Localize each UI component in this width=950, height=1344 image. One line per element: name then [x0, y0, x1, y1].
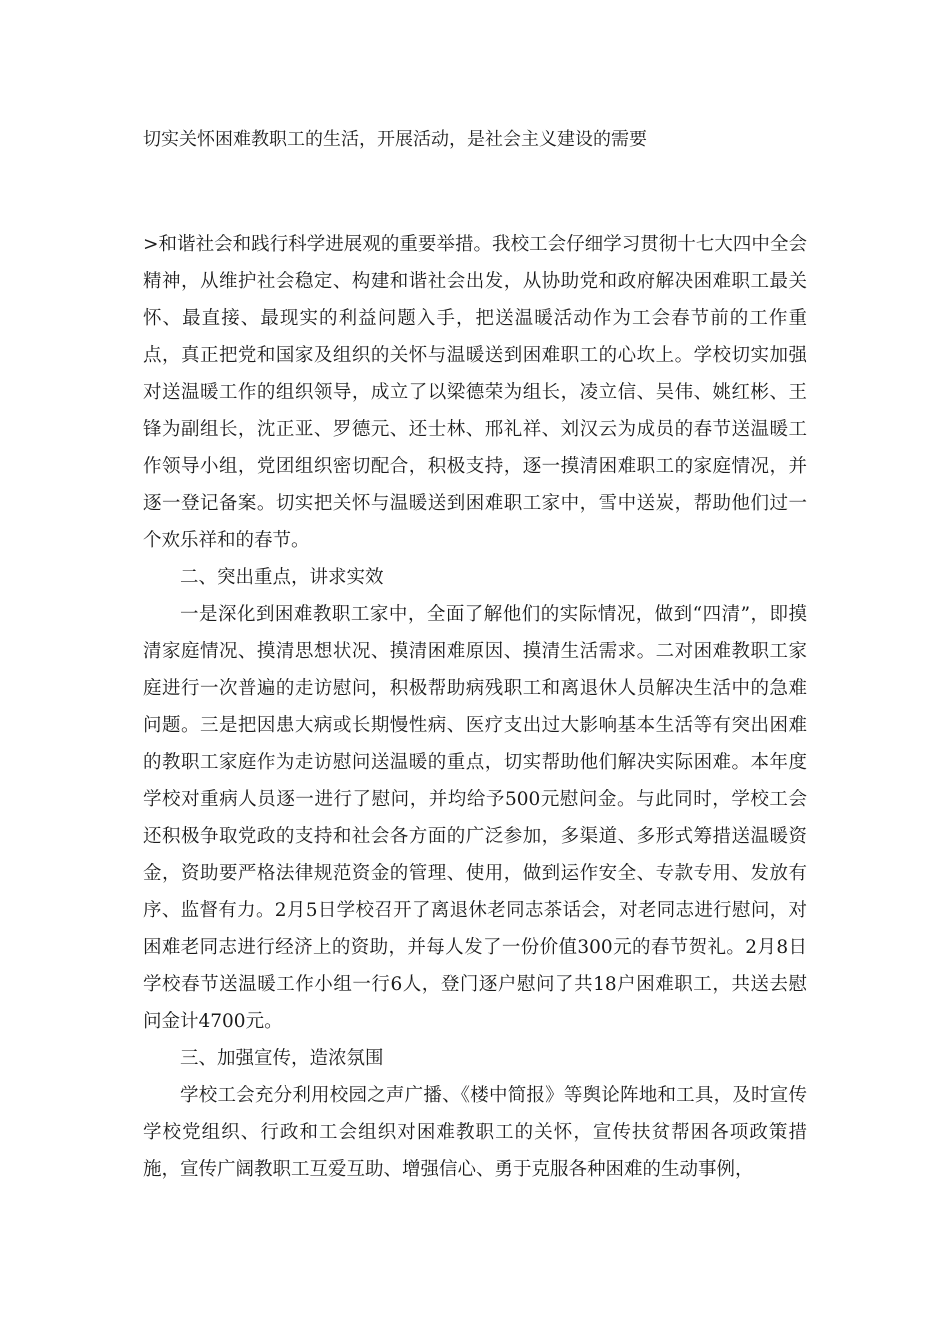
document-body — [143, 226, 807, 1188]
section-heading-2: 二、突出重点，讲求实效 — [180, 567, 384, 588]
paragraph-section-3: 学校工会充分利用校园之声广播、《楼中简报》等舆论阵地和工具，及时宣传学校党组织、行政和工会组织对困难教职工的关怀，宣传扶贫帮困各项政策措施，宣传广阔教职工互爱互助、增强信心、勇于克服各种困难的生动事例， — [143, 1085, 807, 1180]
section-heading-3: 三、加强宣传，造浓氛围 — [180, 1048, 384, 1069]
paragraph-continuation: >和谐社会和践行科学进展观的重要举措。我校工会仔细学习贯彻十七大四中全会精神，从维护社会稳定、构建和谐社会出发，从协助党和政府解决困难职工最关怀、最直接、最现实的利益问题入手，把送温暖活动作为工会春节前的工作重点，真正把党和国家及组织的关怀与温暖送到困难职工的心坎上。学校切实加强对送温暖工作的组织领导，成立了以梁德荣为组长，凌立信、吴伟、姚红彬、王锋为副组长，沈正亚、罗德元、还士林、邢礼祥、刘汉云为成员的春节送温暖工作领导小组，党团组织密切配合，积极支持，逐一摸清困难职工的家庭情况，并逐一登记备案。切实把关怀与温暖送到困难职工家中，雪中送炭，帮助他们过一个欢乐祥和的春节。 — [143, 234, 807, 551]
document-heading-line: 切实关怀困难教职工的生活，开展活动，是社会主义建设的需要 — [143, 129, 647, 150]
paragraph-section-2: 一是深化到困难教职工家中，全面了解他们的实际情况，做到“四清”，即摸清家庭情况、摸清思想状况、摸清困难原因、摸清生活需求。二对困难教职工家庭进行一次普遍的走访慰问，积极帮助病残职工和离退休人员解决生活中的急难问题。三是把因患大病或长期慢性病、医疗支出过大影响基本生活等有突出困难的教职工家庭作为走访慰问送温暖的重点，切实帮助他们解决实际困难。本年度学校对重病人员逐一进行了慰问，并均给予500元慰问金。与此同时，学校工会还积极争取党政的支持和社会各方面的广泛参加，多渠道、多形式筹措送温暖资金，资助要严格法律规范资金的管理、使用，做到运作安全、专款专用、发放有序、监督有力。2月5日学校召开了离退休老同志茶话会，对老同志进行慰问，对困难老同志进行经济上的资助，并每人发了一份价值300元的春节贺礼。2月8日学校春节送温暖工作小组一行6人，登门逐户慰问了共18户困难职工，共送去慰问金计4700元。 — [143, 604, 807, 1032]
